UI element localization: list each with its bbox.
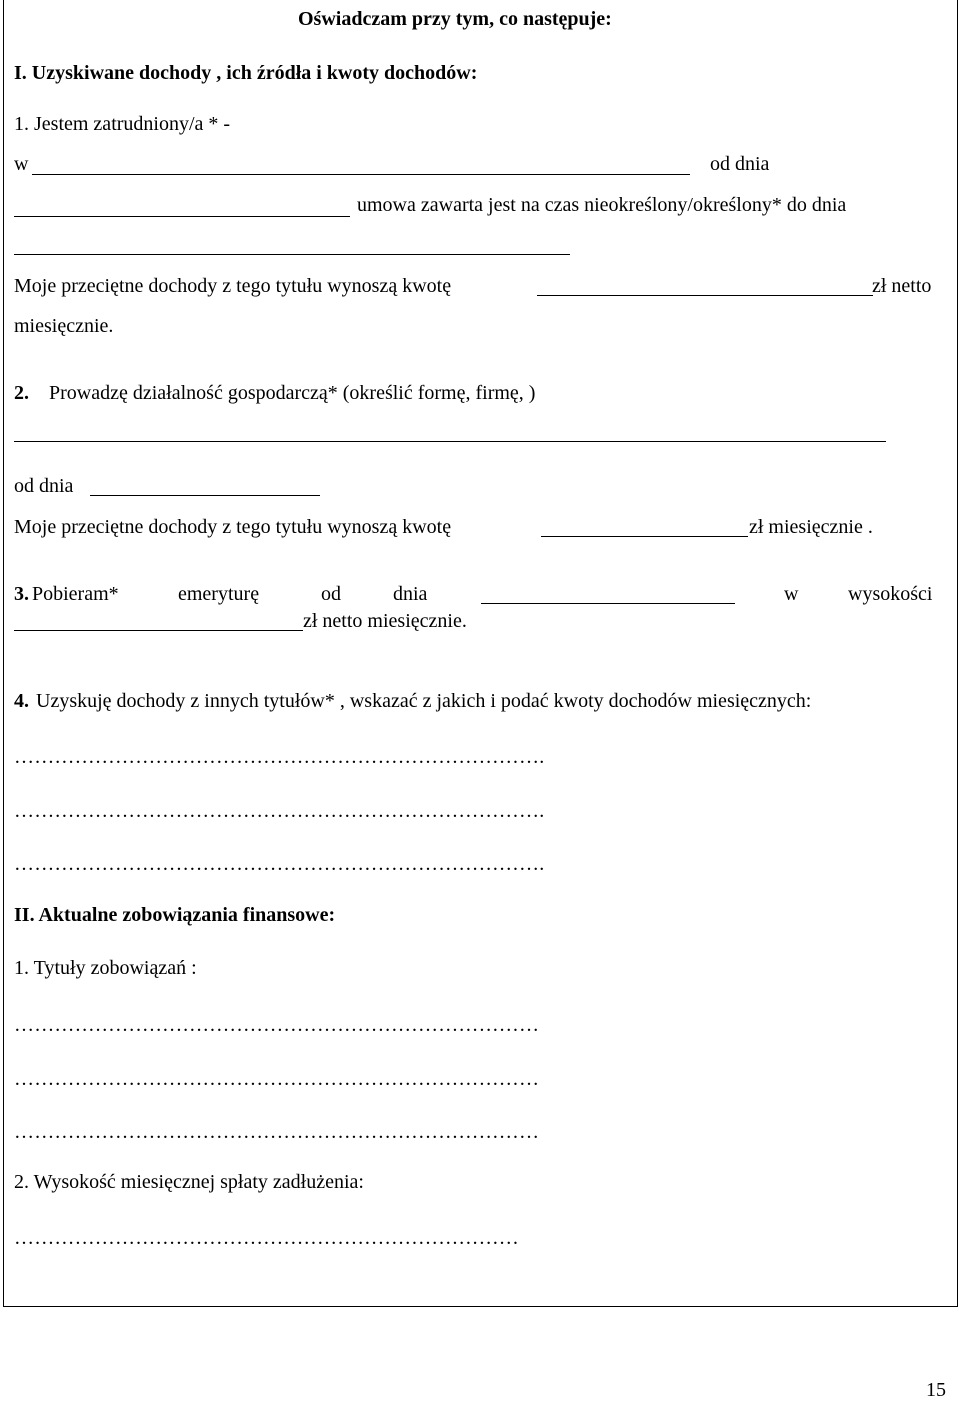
section-2-heading: II. Aktualne zobowiązania finansowe: [14, 904, 336, 926]
repayment-label: 2. Wysokość miesięcznej spłaty zadłużenia: [14, 1171, 364, 1193]
pension-word-6: wysokości [848, 583, 933, 605]
business-income-label: Moje przeciętne dochody z tego tytułu wynoszą kwotę [14, 516, 452, 538]
pension-word-5: w [784, 583, 799, 605]
employment-income-unit: zł netto [872, 275, 932, 297]
business-text: Prowadzę działalność gospodarczą* (określić formę, firmę, ) [49, 382, 536, 404]
other-income-dots-2[interactable]: ……………………………………………………………………. [14, 800, 545, 822]
employment-start-label: od dnia [710, 153, 770, 175]
pension-word-4: dnia [393, 583, 428, 605]
business-start-label: od dnia [14, 475, 74, 497]
other-income-number: 4. [14, 690, 29, 712]
other-income-dots-3[interactable]: ……………………………………………………………………. [14, 853, 545, 875]
employment-income-period: miesięcznie. [14, 315, 114, 337]
repayment-dots[interactable]: ………………………………………………………………… [14, 1227, 519, 1249]
pension-word-2: emeryturę [178, 583, 260, 605]
employment-start-blank[interactable] [14, 216, 350, 217]
pension-word-1: Pobieram* [32, 583, 119, 605]
liabilities-titles-label: 1. Tytuły zobowiązań : [14, 957, 197, 979]
employer-prefix: w [14, 153, 29, 175]
page-number: 15 [926, 1379, 946, 1401]
liabilities-dots-1[interactable]: …………………………………………………………………… [14, 1014, 540, 1036]
contract-type-text: umowa zawarta jest na czas nieokreślony/określony* do dnia [357, 194, 847, 216]
other-income-dots-1[interactable]: ……………………………………………………………………. [14, 746, 545, 768]
business-form-blank[interactable] [14, 441, 886, 442]
employment-income-blank[interactable] [537, 295, 873, 296]
pension-word-3: od [321, 583, 341, 605]
section-1-heading: I. Uzyskiwane dochody , ich źródła i kwoty dochodów: [14, 62, 478, 84]
pension-number: 3. [14, 583, 29, 605]
pension-amount-blank[interactable] [14, 630, 303, 631]
other-income-text: Uzyskuję dochody z innych tytułów* , wskazać z jakich i podać kwoty dochodów miesięcznych: [36, 690, 812, 712]
employer-blank[interactable] [32, 174, 690, 175]
liabilities-dots-3[interactable]: …………………………………………………………………… [14, 1121, 540, 1143]
business-income-blank[interactable] [541, 536, 748, 537]
pension-amount-unit: zł netto miesięcznie. [303, 610, 467, 632]
business-number: 2. [14, 382, 29, 404]
contract-end-blank[interactable] [14, 254, 570, 255]
business-start-blank[interactable] [90, 495, 320, 496]
employment-income-label: Moje przeciętne dochody z tego tytułu wynoszą kwotę [14, 275, 452, 297]
business-income-unit: zł miesięcznie . [749, 516, 873, 538]
employment-line: 1. Jestem zatrudniony/a * - [14, 113, 231, 135]
pension-start-blank[interactable] [481, 603, 735, 604]
declaration-title: Oświadczam przy tym, co następuje: [298, 8, 612, 30]
liabilities-dots-2[interactable]: …………………………………………………………………… [14, 1068, 540, 1090]
